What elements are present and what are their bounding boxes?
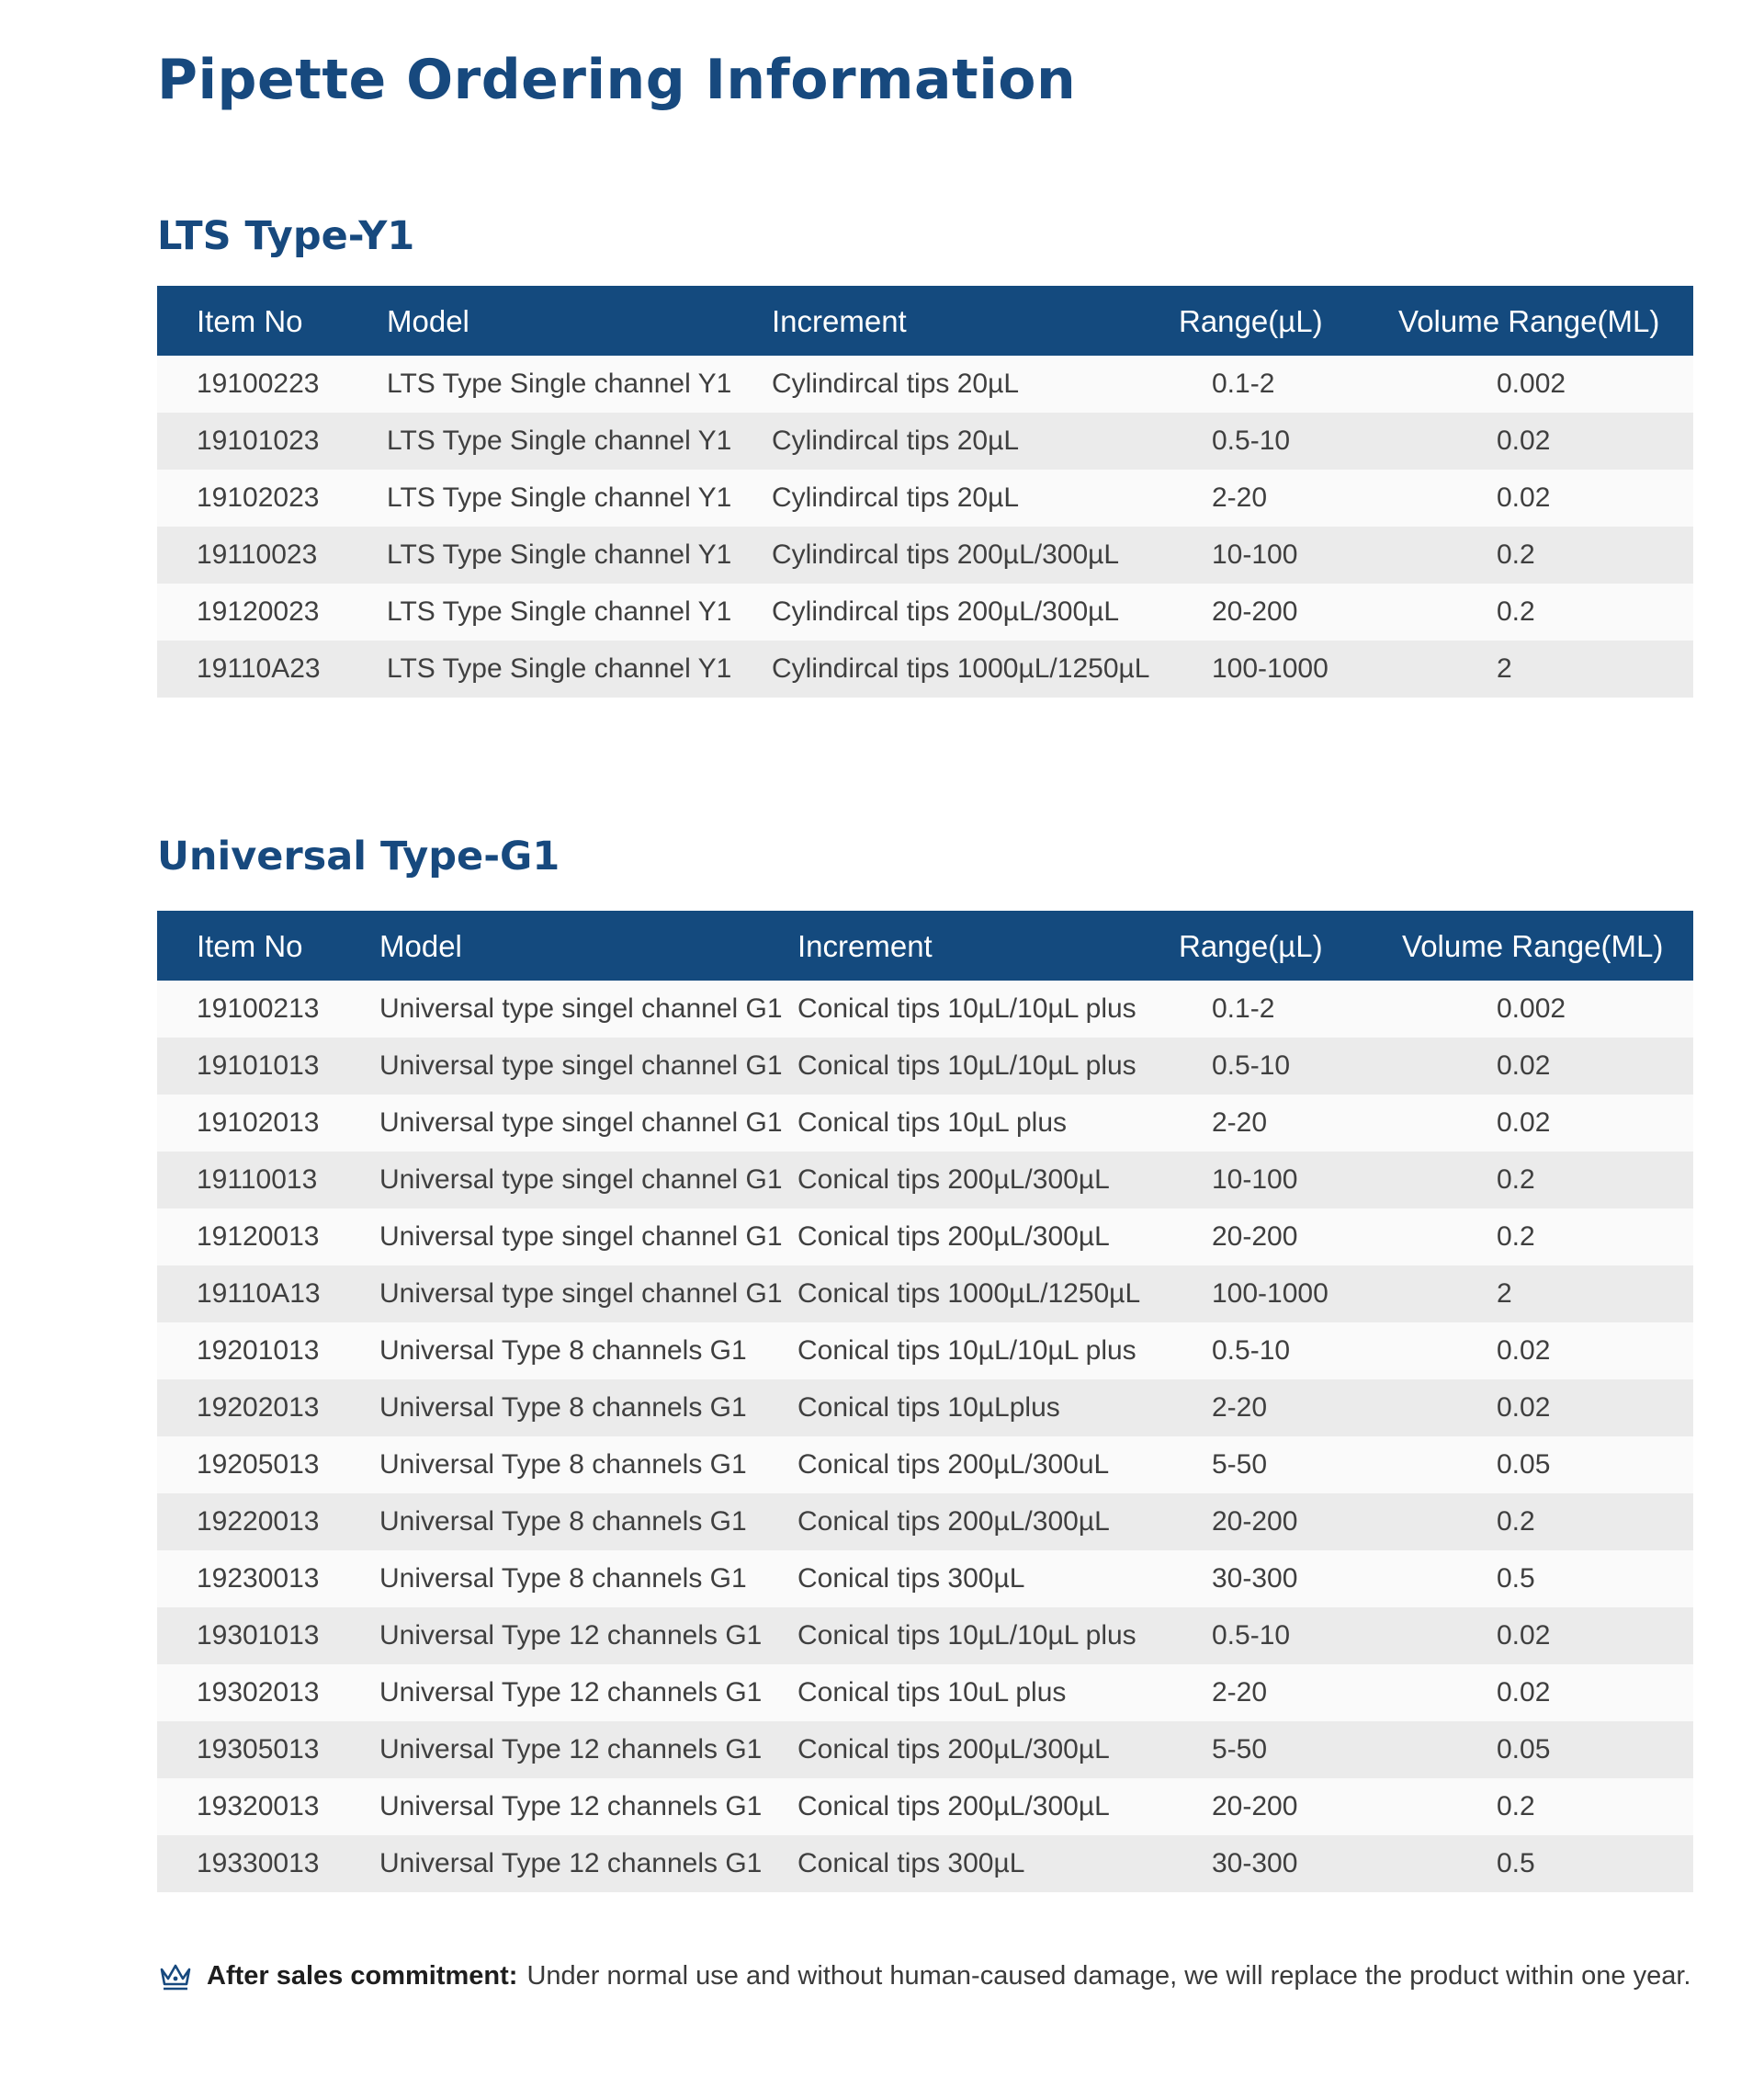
cell-increment: Conical tips 200µL/300µL [797, 1791, 1110, 1821]
cell-increment: Cylindircal tips 20µL [772, 369, 1020, 399]
table-row [157, 1436, 1693, 1493]
cell-range: 10-100 [1212, 1164, 1298, 1195]
cell-range: 0.1-2 [1212, 993, 1275, 1024]
cell-increment: Cylindircal tips 1000µL/1250µL [772, 653, 1150, 684]
cell-increment: Conical tips 300µL [797, 1848, 1025, 1878]
cell-item-no: 19120013 [197, 1221, 320, 1252]
cell-model: Universal Type 8 channels G1 [379, 1563, 747, 1594]
cell-range: 20-200 [1212, 1506, 1298, 1537]
cell-item-no: 19102023 [197, 482, 320, 513]
table-row [157, 641, 1693, 698]
cell-volume-range: 0.2 [1497, 1791, 1535, 1821]
column-header-volume-range: Volume Range(ML) [1398, 304, 1660, 338]
table-row [157, 527, 1693, 584]
cell-model: Universal Type 12 channels G1 [379, 1848, 763, 1878]
cell-range: 5-50 [1212, 1449, 1268, 1480]
cell-volume-range: 0.002 [1497, 369, 1566, 399]
cell-volume-range: 2 [1497, 653, 1512, 684]
cell-model: Universal type singel channel G1 [379, 993, 783, 1024]
cell-model: Universal Type 8 channels G1 [379, 1449, 747, 1480]
cell-item-no: 19301013 [197, 1620, 320, 1651]
after-sales-text: Under normal use and without human-caused damage, we will replace the product within one year. [526, 1960, 1691, 1991]
cell-volume-range: 0.2 [1497, 539, 1535, 570]
cell-item-no: 19102013 [197, 1107, 320, 1138]
cell-item-no: 19305013 [197, 1734, 320, 1764]
cell-volume-range: 0.02 [1497, 1335, 1551, 1366]
column-header-range: Range(µL) [1179, 929, 1323, 963]
cell-model: Universal type singel channel G1 [379, 1221, 783, 1252]
table-row [157, 1379, 1693, 1436]
cell-volume-range: 2 [1497, 1278, 1512, 1309]
table-row [157, 1038, 1693, 1095]
cell-range: 0.5-10 [1212, 425, 1291, 456]
cell-model: Universal Type 8 channels G1 [379, 1392, 747, 1423]
column-header-increment: Increment [797, 929, 933, 963]
cell-item-no: 19101023 [197, 425, 320, 456]
cell-increment: Conical tips 300µL [797, 1563, 1025, 1594]
cell-item-no: 19330013 [197, 1848, 320, 1878]
table-row [157, 1721, 1693, 1778]
table-row [157, 470, 1693, 527]
section-title-universal-type-g1: Universal Type-G1 [157, 834, 560, 879]
cell-volume-range: 0.2 [1497, 1164, 1535, 1195]
cell-increment: Cylindircal tips 20µL [772, 425, 1020, 456]
after-sales-label: After sales commitment: [207, 1960, 518, 1991]
column-header-increment: Increment [772, 304, 907, 338]
universal-type-g1-table [157, 911, 1693, 1892]
cell-model: Universal Type 12 channels G1 [379, 1791, 763, 1821]
cell-item-no: 19201013 [197, 1335, 320, 1366]
cell-range: 10-100 [1212, 539, 1298, 570]
cell-item-no: 19110023 [197, 539, 318, 570]
column-header-model: Model [387, 304, 469, 338]
cell-volume-range: 0.02 [1497, 482, 1551, 513]
cell-increment: Conical tips 10µL/10µL plus [797, 1050, 1136, 1081]
cell-volume-range: 0.02 [1497, 1050, 1551, 1081]
cell-range: 0.5-10 [1212, 1050, 1291, 1081]
cell-range: 2-20 [1212, 1392, 1268, 1423]
cell-model: Universal Type 12 channels G1 [379, 1620, 763, 1651]
cell-volume-range: 0.05 [1497, 1734, 1551, 1764]
after-sales-note [157, 1960, 1719, 1991]
cell-model: Universal type singel channel G1 [379, 1278, 783, 1309]
cell-model: LTS Type Single channel Y1 [387, 369, 732, 399]
cell-volume-range: 0.02 [1497, 1392, 1551, 1423]
cell-item-no: 19230013 [197, 1563, 320, 1594]
crown-icon [157, 1960, 194, 1991]
cell-item-no: 19100213 [197, 993, 320, 1024]
cell-model: Universal type singel channel G1 [379, 1050, 783, 1081]
cell-increment: Conical tips 10uL plus [797, 1677, 1067, 1708]
cell-range: 20-200 [1212, 1221, 1298, 1252]
table-row [157, 1265, 1693, 1322]
cell-range: 0.1-2 [1212, 369, 1275, 399]
column-header-item-no: Item No [197, 929, 303, 963]
table-row [157, 1493, 1693, 1550]
cell-volume-range: 0.5 [1497, 1563, 1535, 1594]
cell-volume-range: 0.02 [1497, 425, 1551, 456]
cell-increment: Conical tips 200µL/300µL [797, 1164, 1110, 1195]
cell-model: Universal Type 8 channels G1 [379, 1506, 747, 1537]
cell-item-no: 19110A13 [197, 1278, 321, 1309]
cell-range: 20-200 [1212, 596, 1298, 627]
table-row [157, 413, 1693, 470]
cell-range: 2-20 [1212, 1107, 1268, 1138]
column-header-volume-range: Volume Range(ML) [1402, 929, 1664, 963]
cell-model: Universal type singel channel G1 [379, 1107, 783, 1138]
cell-increment: Conical tips 200µL/300uL [797, 1449, 1110, 1480]
cell-increment: Conical tips 200µL/300µL [797, 1221, 1110, 1252]
cell-model: Universal type singel channel G1 [379, 1164, 783, 1195]
cell-model: LTS Type Single channel Y1 [387, 539, 732, 570]
cell-increment: Cylindircal tips 200µL/300µL [772, 596, 1120, 627]
cell-item-no: 19302013 [197, 1677, 320, 1708]
cell-range: 100-1000 [1212, 653, 1329, 684]
column-header-range: Range(µL) [1179, 304, 1323, 338]
cell-item-no: 19120023 [197, 596, 320, 627]
cell-increment: Conical tips 200µL/300µL [797, 1506, 1110, 1537]
cell-volume-range: 0.02 [1497, 1677, 1551, 1708]
cell-range: 30-300 [1212, 1563, 1298, 1594]
cell-volume-range: 0.02 [1497, 1620, 1551, 1651]
cell-range: 5-50 [1212, 1734, 1268, 1764]
cell-model: LTS Type Single channel Y1 [387, 653, 732, 684]
table-row [157, 1152, 1693, 1208]
cell-volume-range: 0.5 [1497, 1848, 1535, 1878]
table-row [157, 1322, 1693, 1379]
cell-item-no: 19202013 [197, 1392, 320, 1423]
cell-volume-range: 0.2 [1497, 596, 1535, 627]
cell-volume-range: 0.002 [1497, 993, 1566, 1024]
lts-type-y1-table [157, 286, 1693, 698]
cell-range: 0.5-10 [1212, 1620, 1291, 1651]
cell-range: 20-200 [1212, 1791, 1298, 1821]
table-row [157, 1664, 1693, 1721]
cell-model: Universal Type 8 channels G1 [379, 1335, 747, 1366]
table-row [157, 981, 1693, 1038]
cell-increment: Conical tips 10µL/10µL plus [797, 1620, 1136, 1651]
page-title: Pipette Ordering Information [157, 48, 1077, 112]
table-row [157, 1778, 1693, 1835]
table-row [157, 1607, 1693, 1664]
cell-volume-range: 0.05 [1497, 1449, 1551, 1480]
column-header-model: Model [379, 929, 462, 963]
cell-volume-range: 0.2 [1497, 1221, 1535, 1252]
section-title-lts-type-y1: LTS Type-Y1 [157, 213, 415, 259]
cell-item-no: 19220013 [197, 1506, 320, 1537]
cell-item-no: 19101013 [197, 1050, 320, 1081]
cell-increment: Conical tips 1000µL/1250µL [797, 1278, 1141, 1309]
cell-volume-range: 0.02 [1497, 1107, 1551, 1138]
cell-range: 0.5-10 [1212, 1335, 1291, 1366]
cell-increment: Conical tips 10µL/10µL plus [797, 993, 1136, 1024]
cell-volume-range: 0.2 [1497, 1506, 1535, 1537]
cell-range: 2-20 [1212, 1677, 1268, 1708]
cell-increment: Conical tips 10µL plus [797, 1107, 1067, 1138]
table-header [157, 286, 1693, 356]
cell-range: 2-20 [1212, 482, 1268, 513]
cell-item-no: 19205013 [197, 1449, 320, 1480]
cell-model: Universal Type 12 channels G1 [379, 1734, 763, 1764]
column-header-item-no: Item No [197, 304, 303, 338]
table-row [157, 1095, 1693, 1152]
cell-increment: Conical tips 10µLplus [797, 1392, 1060, 1423]
cell-range: 100-1000 [1212, 1278, 1329, 1309]
cell-model: LTS Type Single channel Y1 [387, 482, 732, 513]
cell-increment: Conical tips 10µL/10µL plus [797, 1335, 1136, 1366]
cell-increment: Cylindircal tips 20µL [772, 482, 1020, 513]
table-row [157, 1835, 1693, 1892]
cell-item-no: 19110013 [197, 1164, 318, 1195]
table-row [157, 356, 1693, 413]
table-row [157, 584, 1693, 641]
table-header [157, 911, 1693, 981]
cell-model: LTS Type Single channel Y1 [387, 425, 732, 456]
cell-item-no: 19320013 [197, 1791, 320, 1821]
cell-item-no: 19110A23 [197, 653, 321, 684]
cell-model: Universal Type 12 channels G1 [379, 1677, 763, 1708]
cell-increment: Cylindircal tips 200µL/300µL [772, 539, 1120, 570]
table-row [157, 1550, 1693, 1607]
table-row [157, 1208, 1693, 1265]
cell-range: 30-300 [1212, 1848, 1298, 1878]
cell-item-no: 19100223 [197, 369, 320, 399]
cell-increment: Conical tips 200µL/300µL [797, 1734, 1110, 1764]
cell-model: LTS Type Single channel Y1 [387, 596, 732, 627]
